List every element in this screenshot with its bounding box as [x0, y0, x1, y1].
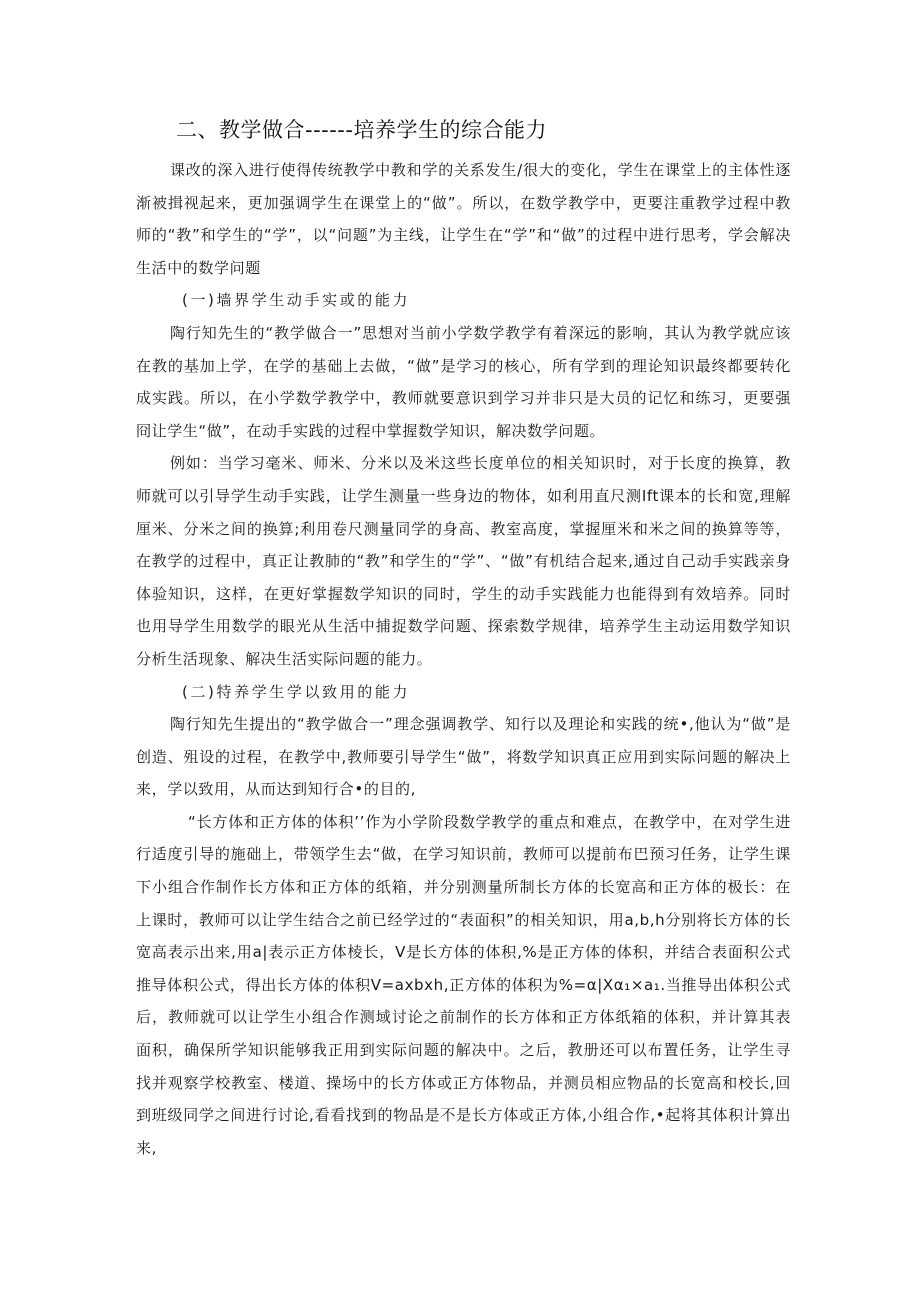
tao-xingzhi-paragraph: 陶行知先生的“教学做合一”思想对当前小学数学教学有着深远的影响，其认为教学就应该在教的基加上学，在学的基础上去做，“做”是学习的核心，所有学到的理论知识最终都要转化成实践。所以，在小学数学教学中，教师就要意识到学习并非只是大员的记忆和练习，更要强冏让学生“做”，在动手实践的过程中掌握数学知识，解决数学问题。 — [136, 323, 791, 440]
volume-paragraph: “长方体和正方体的体积’’作为小学阶段数学教学的重点和难点，在教学中，在对学生进行适度引导的施础上，带领学生去“做，在学习知识前，教师可以提前布巴预习任务，让学生课下小组合作制作长方体和正方体的纸箱，并分别测量所制长方体的长宽高和正方体的极长：在上课时，教师可以让学生结合之前已经学过的“表面积”的相关知识，用a,b,h分别将长方体的长宽高表示出来,用a|表示正方体棱长，V是长方体的体积,%是正方体的体积，并结合表面积公式推导体积公式，得出长方体的体积V=axbxh,正方体的体积为%=α|Xα₁×a₁.当推导出体积公式后，教师就可以让学生小组合作测域讨论之前制作的长方体和正方体纸箱的体积，并计算其表面积，确保所学知识能够我正用到实际问题的解决中。之后，教册还可以布置任务，让学生寻找并观察学校教室、楼道、操场中的长方体或正方体物品，并测员相应物品的长宽高和校长,回到班级同学之间进行讨论,看看找到的物品是不是长方体或正方体,小组合作,•起将其体积计算出来, — [136, 812, 791, 1157]
subheading-one: (一)墙界学生动手实或的能力 — [182, 291, 411, 310]
example-paragraph: 例如：当学习毫米、师米、分米以及米这些长度单位的相关知识时，对于长度的换算，教师就可以引导学生动手实践，让学生测量一些身边的物体，如利用直尺测Ift课本的长和宽,理解厘米、分米之间的换算;利用卷尺测量同学的身高、教室高度，掌握厘米和米之间的换算等等，在教学的过程中，真正让教肺的“教”和学生的“学”、“做”有机结合起来,通过自己动手实践亲身体验知识，这样，在更好掌握数学知识的同时，学生的动手实践能力也能得到有效培养。同时也用导学生用数学的眼光从生活中捕捉数学问题、探索数学规律，培养学生主动运用数学知识分析生活现象、解决生活实际问题的能力。 — [136, 454, 791, 668]
unity-paragraph: 陶行知先生提出的“教学做合一”理念强调教学、知行以及理论和实践的统•,他认为“做”是创造、殂设的过程，在教学中,教师要引导学生“做”，将数学知识真正应用到实际问题的解决上来，学以致用，从而达到知行合•的目的, — [136, 715, 791, 799]
subheading-two: (二)特养学生学以致用的能力 — [182, 682, 411, 701]
intro-paragraph: 课改的深入进行使得传统教学中教和学的关系发生/很大的变化，学生在课堂上的主体性逐渐被揖视起来，更加强调学生在课堂上的“做”。所以，在数学教学中，更要注重教学过程中教师的“教”和学生的“学”，以“问题”为主线，让学生在“学”和“做”的过程中进行思考，学会解决生活中的数学问题 — [136, 161, 791, 277]
section-heading: 二、教学做合------培养学生的综合能力 — [176, 118, 547, 142]
document-body — [136, 112, 791, 1164]
